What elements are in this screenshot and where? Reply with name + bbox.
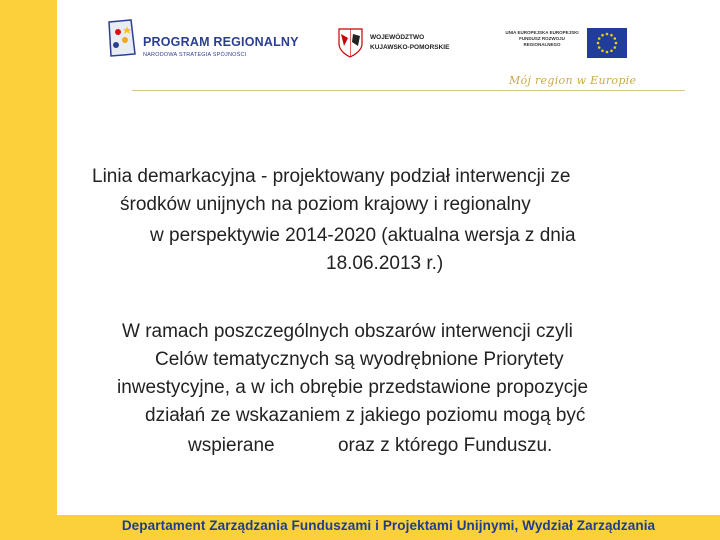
header-logos — [57, 0, 720, 100]
program-regionalny-logo-icon — [105, 18, 137, 58]
text-line: w perspektywie 2014-2020 (aktualna wersja z dnia — [150, 225, 576, 246]
region-shield-icon — [338, 28, 363, 58]
text-line: 18.06.2013 r.) — [326, 253, 444, 274]
program-title: PROGRAM REGIONALNY — [143, 35, 299, 49]
text-line: środków unijnych na poziom krajowy i regionalny — [120, 194, 531, 215]
text-line: inwestycyjne, a w ich obrębie przedstawione propozycje — [117, 377, 589, 398]
slogan: Mój region w Europie — [509, 74, 637, 87]
footer-bar — [57, 515, 720, 540]
region-name-line1: WOJEWÓDZTWO — [370, 34, 425, 41]
header-divider — [132, 90, 685, 91]
program-subtitle: NARODOWA STRATEGIA SPÓJNOŚCI — [143, 52, 247, 58]
text-line: Celów tematycznych są wyodrębnione Priorytety — [155, 349, 564, 370]
footer-department: Departament Zarządzania Funduszami i Projektami Unijnymi, Wydział Zarządzania — [121, 518, 656, 533]
left-accent-bar — [0, 0, 57, 540]
region-name-line2: KUJAWSKO-POMORSKIE — [370, 44, 450, 51]
eu-fund-label: UNIA EUROPEJSKA EUROPEJSKI FUNDUSZ ROZWOJU REGIONALNEGO — [505, 30, 579, 47]
text-line: Linia demarkacyjna - projektowany podział interwencji ze — [92, 166, 571, 187]
text-line: wspierane oraz z którego Funduszu. — [188, 435, 553, 456]
text-line: działań ze wskazaniem z jakiego poziomu mogą być — [145, 405, 586, 426]
eu-flag-icon — [587, 28, 627, 58]
text-line: W ramach poszczególnych obszarów interwencji czyli — [122, 321, 573, 342]
